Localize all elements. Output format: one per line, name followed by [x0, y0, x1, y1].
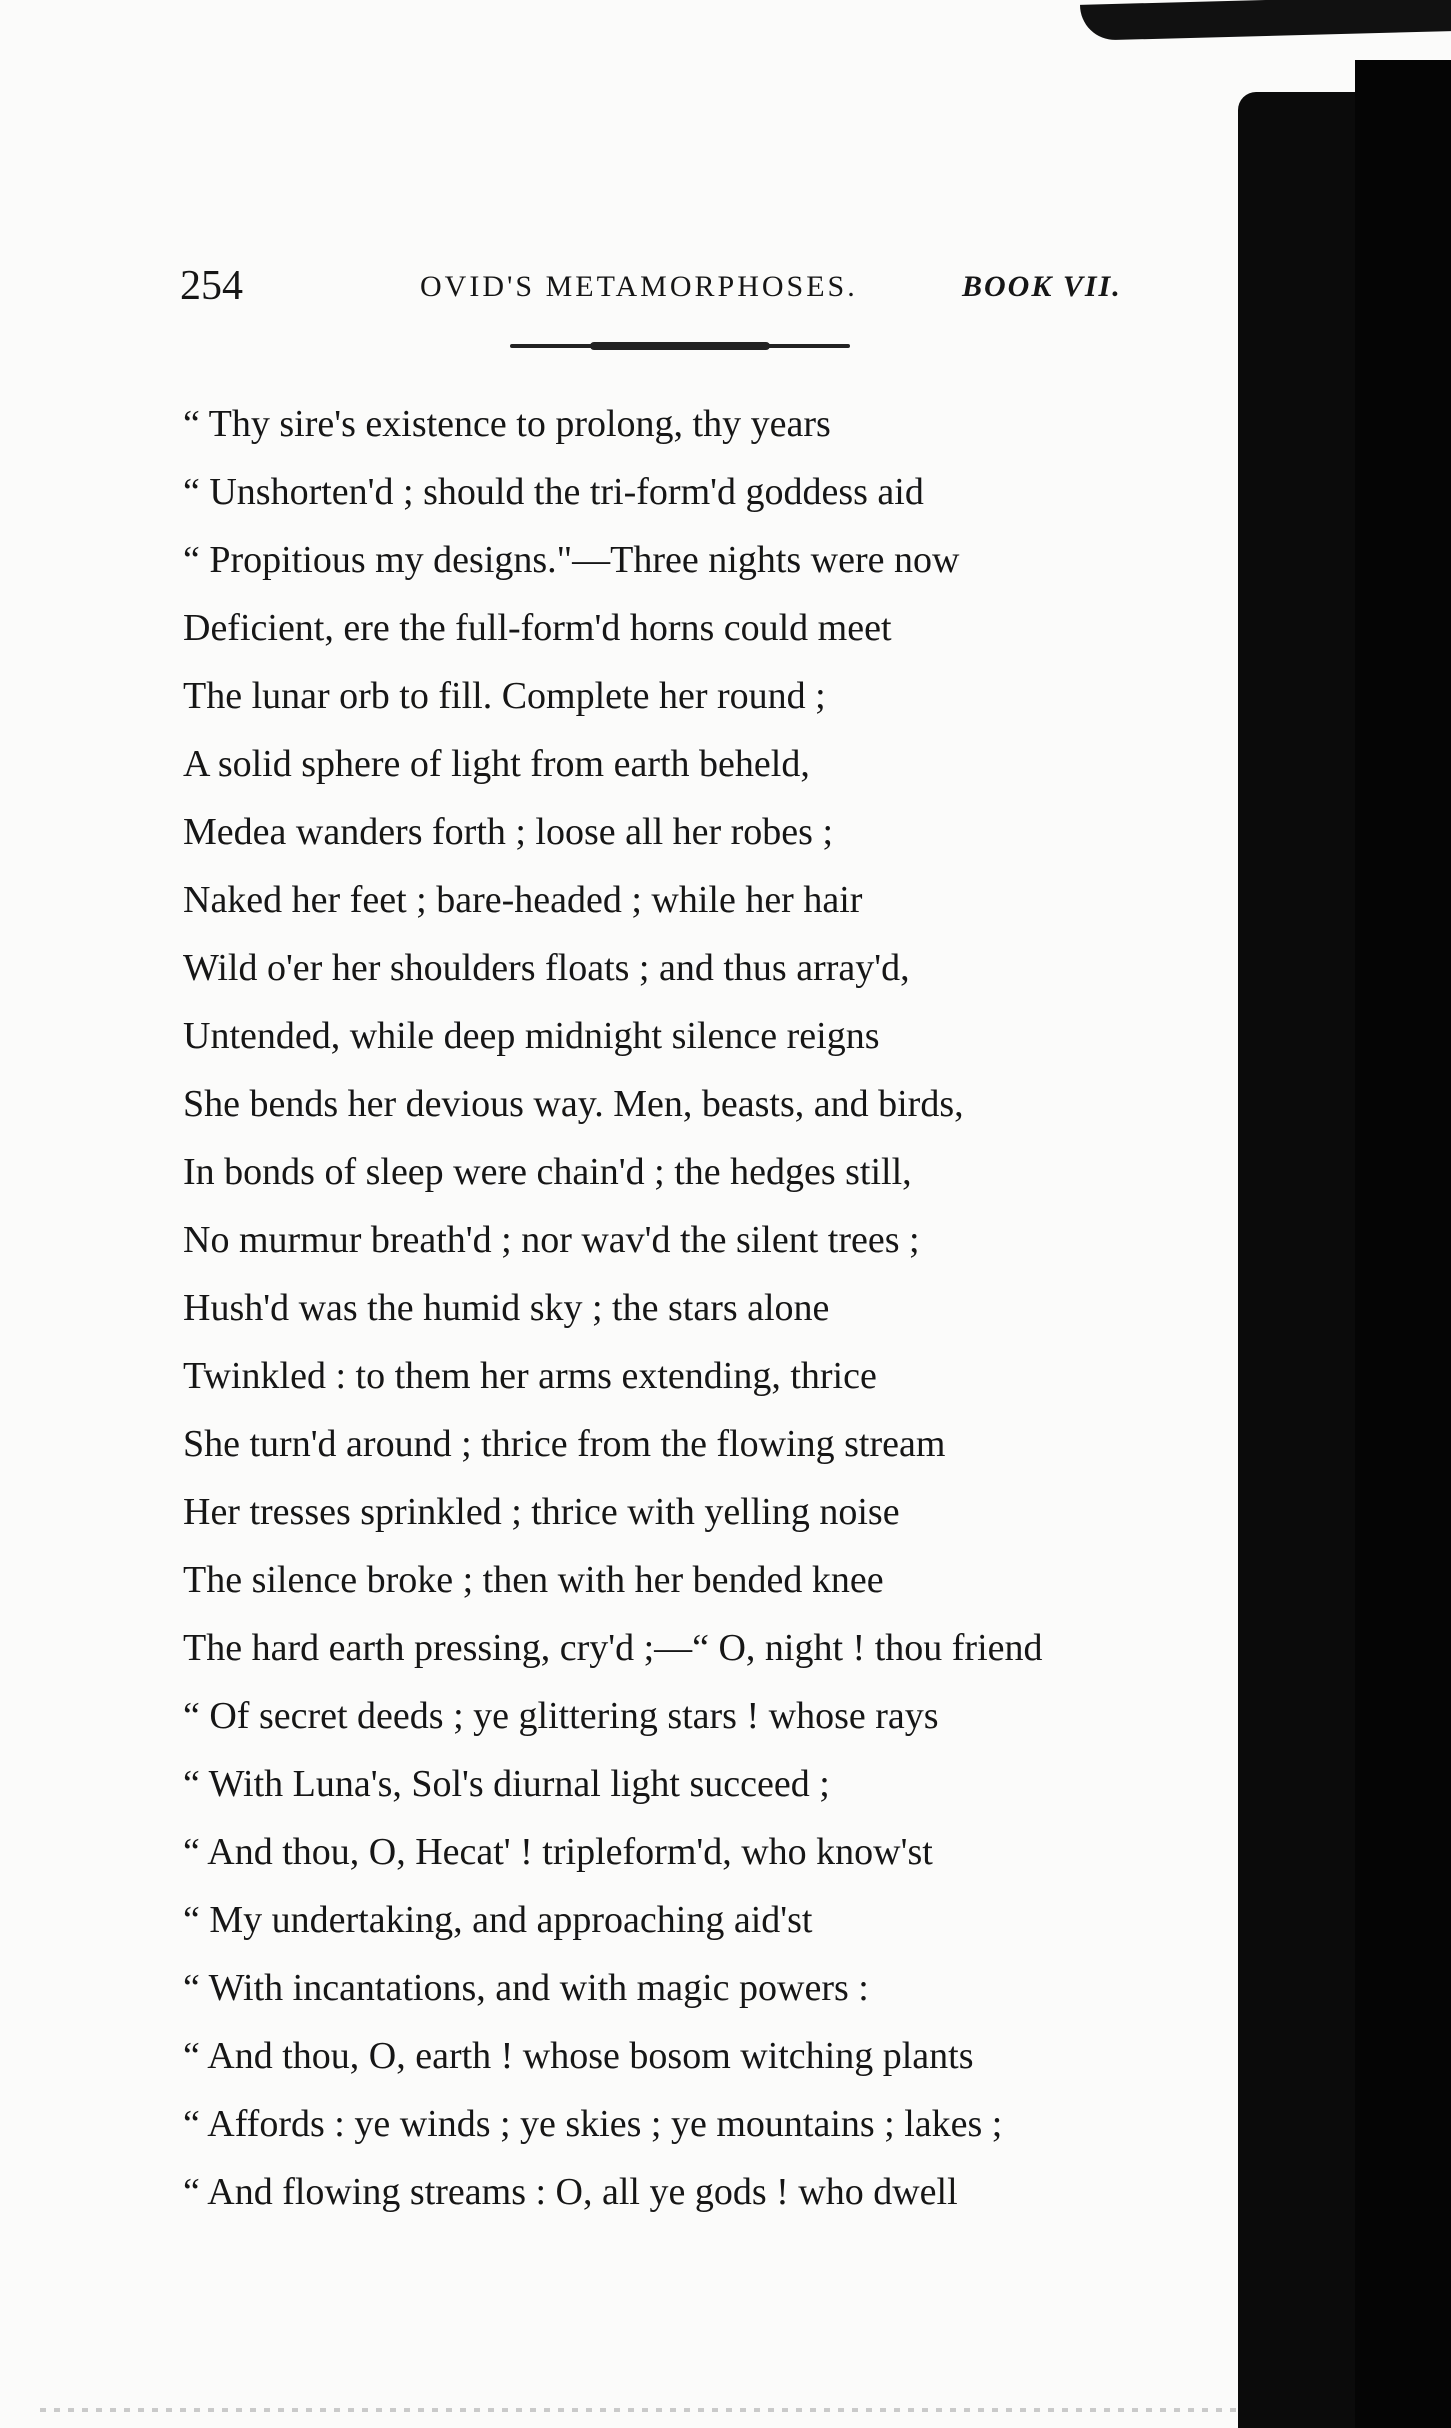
verse-line: “ My undertaking, and approaching aid'st	[183, 1899, 813, 1941]
verse-line: “ Unshorten'd ; should the tri-form'd goddess aid	[183, 471, 924, 513]
page-number: 254	[180, 263, 243, 309]
verse-line: “ Propitious my designs."—Three nights were now	[183, 539, 960, 581]
verse-line: “ Thy sire's existence to prolong, thy years	[183, 403, 831, 445]
running-title: OVID'S METAMORPHOSES.	[420, 270, 858, 303]
verse-line: The silence broke ; then with her bended knee	[183, 1559, 884, 1601]
verse-line: “ Affords : ye winds ; ye skies ; ye mountains ; lakes ;	[183, 2103, 1003, 2145]
binding-shadow-inner	[1355, 60, 1451, 2428]
verse-line: Twinkled : to them her arms extending, thrice	[183, 1355, 877, 1397]
verse-line: Her tresses sprinkled ; thrice with yelling noise	[183, 1491, 900, 1533]
verse-line: Wild o'er her shoulders floats ; and thus array'd,	[183, 947, 910, 989]
verse-line: Deficient, ere the full-form'd horns could meet	[183, 607, 892, 649]
page-header	[180, 262, 1180, 322]
verse-line: “ Of secret deeds ; ye glittering stars ! whose rays	[183, 1695, 939, 1737]
header-rule	[510, 344, 850, 348]
page-edge-shadow	[1080, 0, 1451, 41]
verse-line: A solid sphere of light from earth beheld,	[183, 743, 810, 785]
verse-line: The hard earth pressing, cry'd ;—“ O, night ! thou friend	[183, 1627, 1043, 1669]
verse-line: “ With Luna's, Sol's diurnal light succeed ;	[183, 1763, 830, 1805]
verse-line: The lunar orb to fill. Complete her round ;	[183, 675, 826, 717]
verse-line: “ And thou, O, earth ! whose bosom witching plants	[183, 2035, 974, 2077]
verse-line: Naked her feet ; bare-headed ; while her hair	[183, 879, 863, 921]
verse-line: She bends her devious way. Men, beasts, and birds,	[183, 1083, 964, 1125]
verse-line: In bonds of sleep were chain'd ; the hedges still,	[183, 1151, 912, 1193]
verse-line: Hush'd was the humid sky ; the stars alone	[183, 1287, 830, 1329]
verse-line: “ And thou, O, Hecat' ! tripleform'd, who know'st	[183, 1831, 933, 1873]
scan-noise	[40, 2408, 1240, 2412]
verse-line: Medea wanders forth ; loose all her robes ;	[183, 811, 834, 853]
verse-line: She turn'd around ; thrice from the flowing stream	[183, 1423, 946, 1465]
verse-line: No murmur breath'd ; nor wav'd the silent trees ;	[183, 1219, 920, 1261]
verse-line: “ And flowing streams : O, all ye gods ! who dwell	[183, 2171, 958, 2213]
verse-line: “ With incantations, and with magic powers :	[183, 1967, 869, 2009]
verse-block	[183, 390, 1243, 2226]
verse-line: Untended, while deep midnight silence reigns	[183, 1015, 880, 1057]
book-label: BOOK VII.	[962, 270, 1122, 303]
